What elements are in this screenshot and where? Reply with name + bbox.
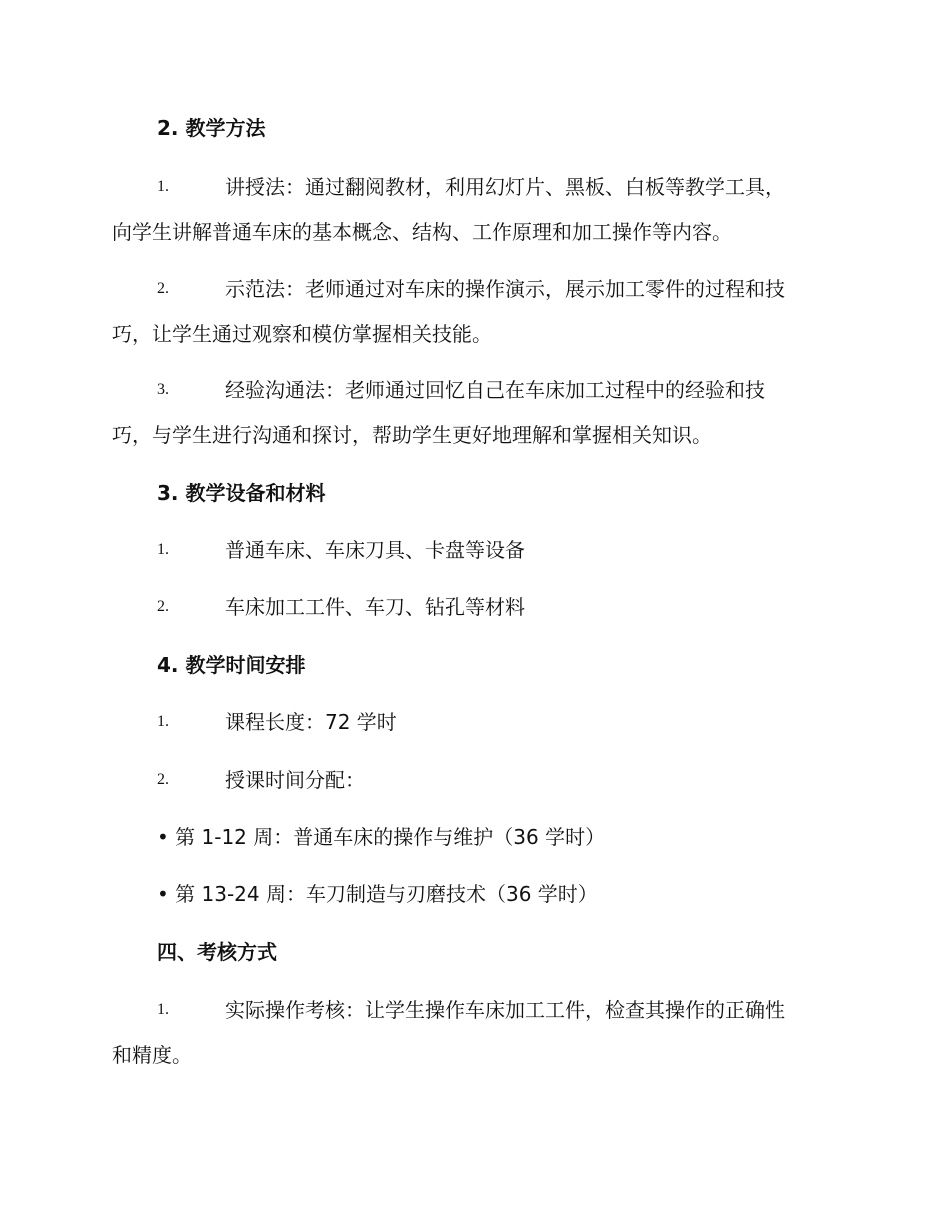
section-heading-assessment: 四、考核方式 [157,940,277,964]
item-number: 1. [157,178,169,195]
item-text-line1: 普通车床、车床刀具、卡盘等设备 [225,538,525,562]
item-text-line1: 车床加工工件、车刀、钻孔等材料 [225,595,525,619]
item-number: 2. [157,280,169,297]
item-number: 2. [157,771,169,788]
item-text-line1: 授课时间分配： [225,768,365,792]
item-text-line1: 经验沟通法：老师通过回忆自己在车床加工过程中的经验和技 [225,378,765,402]
item-number: 3. [157,381,169,398]
section-heading-schedule: 4. 教学时间安排 [157,653,306,677]
item-text-line2: 和精度。 [112,1043,192,1067]
bullet-item: • 第 1-12 周：普通车床的操作与维护（36 学时） [157,825,606,849]
bullet-item: • 第 13-24 周：车刀制造与刃磨技术（36 学时） [157,882,598,906]
item-text-line1: 示范法：老师通过对车床的操作演示，展示加工零件的过程和技 [225,277,785,301]
item-number: 1. [157,541,169,558]
item-text-line1: 实际操作考核：让学生操作车床加工工件，检查其操作的正确性 [225,998,785,1022]
item-number: 2. [157,598,169,615]
item-number: 1. [157,713,169,730]
section-heading-equipment-materials: 3. 教学设备和材料 [157,481,326,505]
item-number: 1. [157,1001,169,1018]
item-text-line1: 课程长度：72 学时 [225,710,397,734]
section-heading-teaching-methods: 2. 教学方法 [157,116,266,140]
item-text-line1: 讲授法：通过翻阅教材，利用幻灯片、黑板、白板等教学工具， [225,175,785,199]
item-text-line2: 向学生讲解普通车床的基本概念、结构、工作原理和加工操作等内容。 [112,220,732,244]
item-text-line2: 巧，与学生进行沟通和探讨，帮助学生更好地理解和掌握相关知识。 [112,423,712,447]
item-text-line2: 巧，让学生通过观察和模仿掌握相关技能。 [112,322,492,346]
